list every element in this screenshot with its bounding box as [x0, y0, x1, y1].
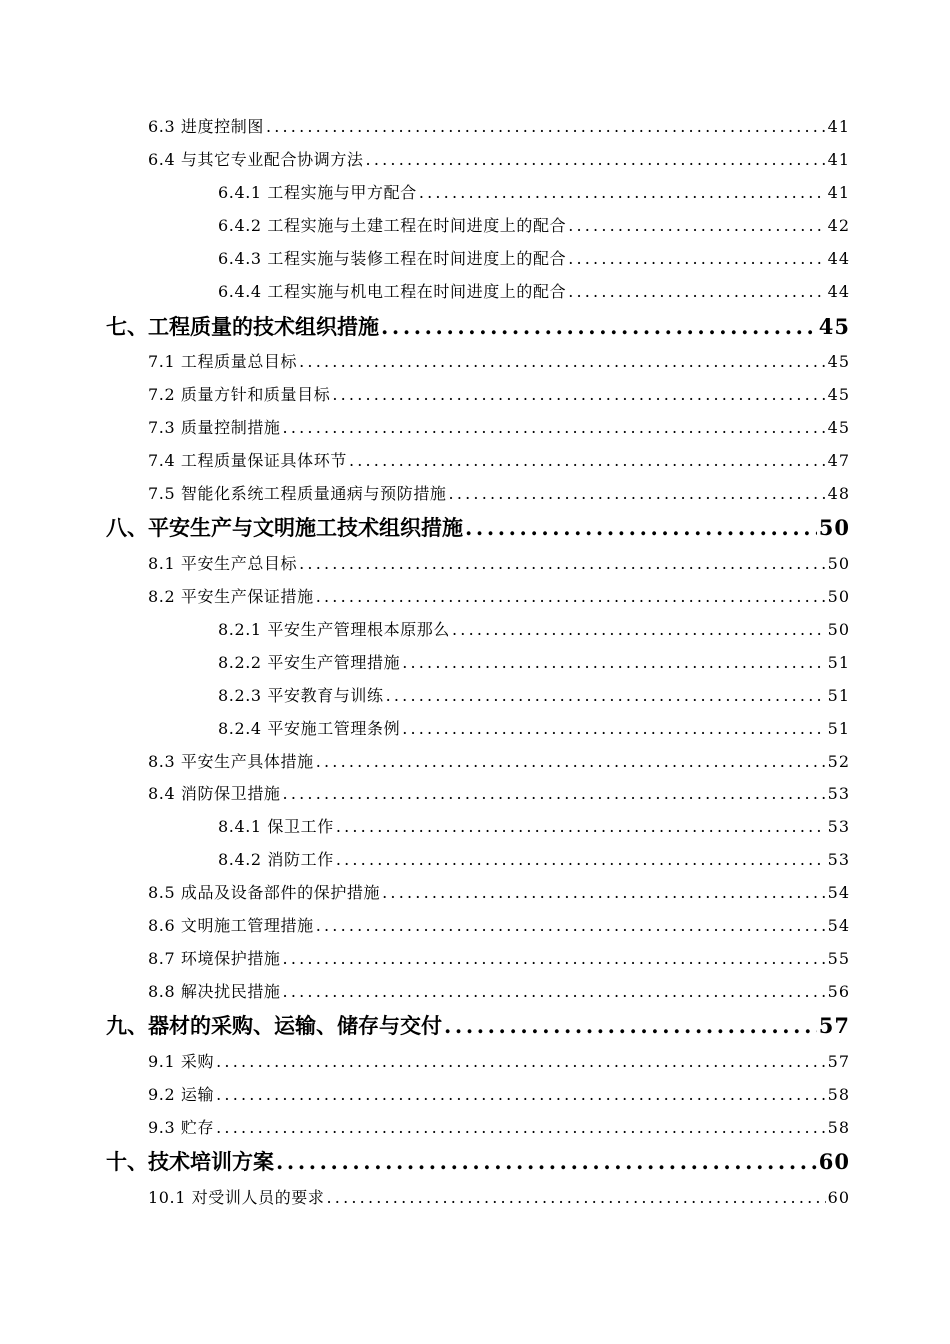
toc-entry-label: 8.7 环境保护措施 — [148, 949, 281, 968]
toc-page-number: 42 — [827, 216, 850, 235]
toc-entry-label: 七、工程质量的技术组织措施 — [106, 314, 379, 339]
toc-entry-label: 8.2 平安生产保证措施 — [148, 587, 314, 606]
toc-entry[interactable] — [218, 814, 850, 838]
toc-page-number: 54 — [827, 916, 850, 935]
toc-page-number: 41 — [827, 150, 850, 169]
toc-leader-dots — [327, 1188, 826, 1207]
toc-entry-label: 8.4.1 保卫工作 — [218, 817, 334, 836]
toc-entry-label: 8.2.4 平安施工管理条例 — [218, 719, 401, 738]
toc-entry[interactable] — [148, 448, 850, 472]
toc-entry[interactable] — [148, 382, 850, 406]
toc-leader-dots — [316, 587, 826, 606]
toc-page-number: 57 — [818, 1013, 850, 1038]
toc-leader-dots — [402, 719, 825, 738]
toc-entry-label: 8.1 平安生产总目标 — [148, 554, 298, 573]
toc-entry[interactable] — [148, 749, 850, 773]
toc-entry-label: 8.4.2 消防工作 — [218, 850, 334, 869]
toc-page-number: 55 — [827, 949, 850, 968]
toc-entry-label: 9.2 运输 — [148, 1085, 215, 1104]
toc-page-number: 48 — [827, 484, 850, 503]
toc-page-number: 53 — [827, 850, 850, 869]
toc-entry[interactable] — [218, 279, 850, 303]
toc-entry[interactable] — [218, 213, 850, 237]
toc-page-number: 53 — [827, 817, 850, 836]
toc-entry-label: 8.2.1 平安生产管理根本原那么 — [218, 620, 450, 639]
toc-entry-label: 7.1 工程质量总目标 — [148, 352, 298, 371]
toc-page-number: 45 — [827, 352, 850, 371]
toc-entry-label: 8.8 解决扰民措施 — [148, 982, 281, 1001]
toc-leader-dots — [332, 385, 825, 404]
toc-page-number: 45 — [827, 418, 850, 437]
toc-leader-dots — [465, 515, 817, 540]
toc-page-number: 52 — [827, 752, 850, 771]
toc-leader-dots — [283, 784, 826, 803]
toc-leader-dots — [336, 817, 826, 836]
toc-leader-dots — [349, 451, 826, 470]
toc-page-number: 50 — [827, 620, 850, 639]
toc-entry[interactable] — [218, 246, 850, 270]
toc-entry[interactable] — [148, 551, 850, 575]
toc-leader-dots — [452, 620, 826, 639]
toc-entry-label: 8.4 消防保卫措施 — [148, 784, 281, 803]
toc-entry-label: 10.1 对受训人员的要求 — [148, 1188, 325, 1207]
toc-entry-label: 8.3 平安生产具体措施 — [148, 752, 314, 771]
toc-leader-dots — [419, 183, 826, 202]
toc-entry[interactable] — [148, 114, 850, 138]
toc-entry-label: 6.4.4 工程实施与机电工程在时间进度上的配合 — [218, 282, 567, 301]
toc-leader-dots — [568, 216, 825, 235]
toc-entry[interactable] — [148, 481, 850, 505]
toc-leader-dots — [386, 686, 826, 705]
toc-leader-dots — [299, 554, 826, 573]
toc-page-number: 56 — [827, 982, 850, 1001]
toc-page-number: 44 — [827, 282, 850, 301]
toc-entry-label: 9.3 贮存 — [148, 1118, 215, 1137]
toc-page-number: 41 — [827, 117, 850, 136]
toc-page-number: 50 — [818, 515, 850, 540]
toc-page-number: 57 — [827, 1052, 850, 1071]
toc-leader-dots — [266, 117, 826, 136]
toc-entry[interactable] — [218, 683, 850, 707]
toc-entry[interactable] — [218, 617, 850, 641]
toc-entry-label: 9.1 采购 — [148, 1052, 215, 1071]
toc-leader-dots — [449, 484, 826, 503]
toc-chapter-entry[interactable] — [106, 311, 850, 341]
toc-entry-label: 8.5 成品及设备部件的保护措施 — [148, 883, 381, 902]
toc-page-number: 41 — [827, 183, 850, 202]
toc-entry-label: 6.4.2 工程实施与土建工程在时间进度上的配合 — [218, 216, 567, 235]
toc-leader-dots — [216, 1118, 826, 1137]
toc-entry-label: 7.3 质量控制措施 — [148, 418, 281, 437]
toc-entry[interactable] — [148, 946, 850, 970]
toc-leader-dots — [283, 982, 826, 1001]
toc-entry-label: 九、器材的采购、运输、储存与交付 — [106, 1013, 442, 1038]
toc-entry[interactable] — [148, 913, 850, 937]
toc-entry[interactable] — [148, 1115, 850, 1139]
toc-page-number: 50 — [827, 587, 850, 606]
toc-page-number: 60 — [818, 1149, 850, 1174]
toc-page-number: 50 — [827, 554, 850, 573]
toc-entry[interactable] — [218, 180, 850, 204]
toc-page-number: 45 — [818, 314, 850, 339]
toc-page-number: 47 — [827, 451, 850, 470]
toc-entry[interactable] — [148, 349, 850, 373]
toc-leader-dots — [316, 916, 826, 935]
toc-page-number: 45 — [827, 385, 850, 404]
toc-page-number: 51 — [827, 719, 850, 738]
toc-entry-label: 6.3 进度控制图 — [148, 117, 264, 136]
toc-page-number: 44 — [827, 249, 850, 268]
toc-leader-dots — [568, 249, 825, 268]
toc-entry-label: 6.4.3 工程实施与装修工程在时间进度上的配合 — [218, 249, 567, 268]
toc-page-number: 58 — [827, 1085, 850, 1104]
toc-page-number: 54 — [827, 883, 850, 902]
toc-leader-dots — [366, 150, 826, 169]
toc-leader-dots — [283, 949, 826, 968]
toc-leader-dots — [316, 752, 826, 771]
toc-leader-dots — [216, 1052, 826, 1071]
toc-chapter-entry[interactable] — [106, 512, 850, 542]
toc-leader-dots — [382, 883, 826, 902]
toc-entry-label: 7.2 质量方针和质量目标 — [148, 385, 331, 404]
toc-entry[interactable] — [148, 1049, 850, 1073]
toc-entry[interactable] — [148, 584, 850, 608]
toc-entry-label: 7.5 智能化系统工程质量通病与预防措施 — [148, 484, 447, 503]
toc-entry[interactable] — [218, 716, 850, 740]
toc-page-number: 53 — [827, 784, 850, 803]
toc-entry-label: 8.2.2 平安生产管理措施 — [218, 653, 401, 672]
toc-page-number: 60 — [827, 1188, 850, 1207]
toc-leader-dots — [299, 352, 826, 371]
toc-entry-label: 7.4 工程质量保证具体环节 — [148, 451, 347, 470]
toc-entry[interactable] — [148, 781, 850, 805]
toc-entry-label: 8.2.3 平安教育与训练 — [218, 686, 384, 705]
toc-leader-dots — [402, 653, 825, 672]
toc-chapter-entry[interactable] — [106, 1010, 850, 1040]
toc-entry[interactable] — [148, 979, 850, 1003]
toc-entry[interactable] — [148, 415, 850, 439]
toc-leader-dots — [276, 1149, 817, 1174]
toc-entry-label: 十、技术培训方案 — [106, 1149, 274, 1174]
toc-chapter-entry[interactable] — [106, 1146, 850, 1176]
toc-entry[interactable] — [148, 1082, 850, 1106]
toc-entry-label: 8.6 文明施工管理措施 — [148, 916, 314, 935]
toc-entry[interactable] — [218, 650, 850, 674]
toc-entry-label: 6.4 与其它专业配合协调方法 — [148, 150, 364, 169]
toc-leader-dots — [381, 314, 817, 339]
toc-page-number: 51 — [827, 686, 850, 705]
toc-page-number: 51 — [827, 653, 850, 672]
toc-entry-label: 6.4.1 工程实施与甲方配合 — [218, 183, 417, 202]
toc-leader-dots — [216, 1085, 826, 1104]
toc-leader-dots — [283, 418, 826, 437]
toc-page-number: 58 — [827, 1118, 850, 1137]
toc-entry[interactable] — [148, 880, 850, 904]
toc-entry[interactable] — [218, 847, 850, 871]
toc-leader-dots — [444, 1013, 817, 1038]
toc-entry[interactable] — [148, 1185, 850, 1209]
toc-leader-dots — [336, 850, 826, 869]
toc-entry-label: 八、平安生产与文明施工技术组织措施 — [106, 515, 463, 540]
toc-leader-dots — [568, 282, 825, 301]
toc-entry[interactable] — [148, 147, 850, 171]
